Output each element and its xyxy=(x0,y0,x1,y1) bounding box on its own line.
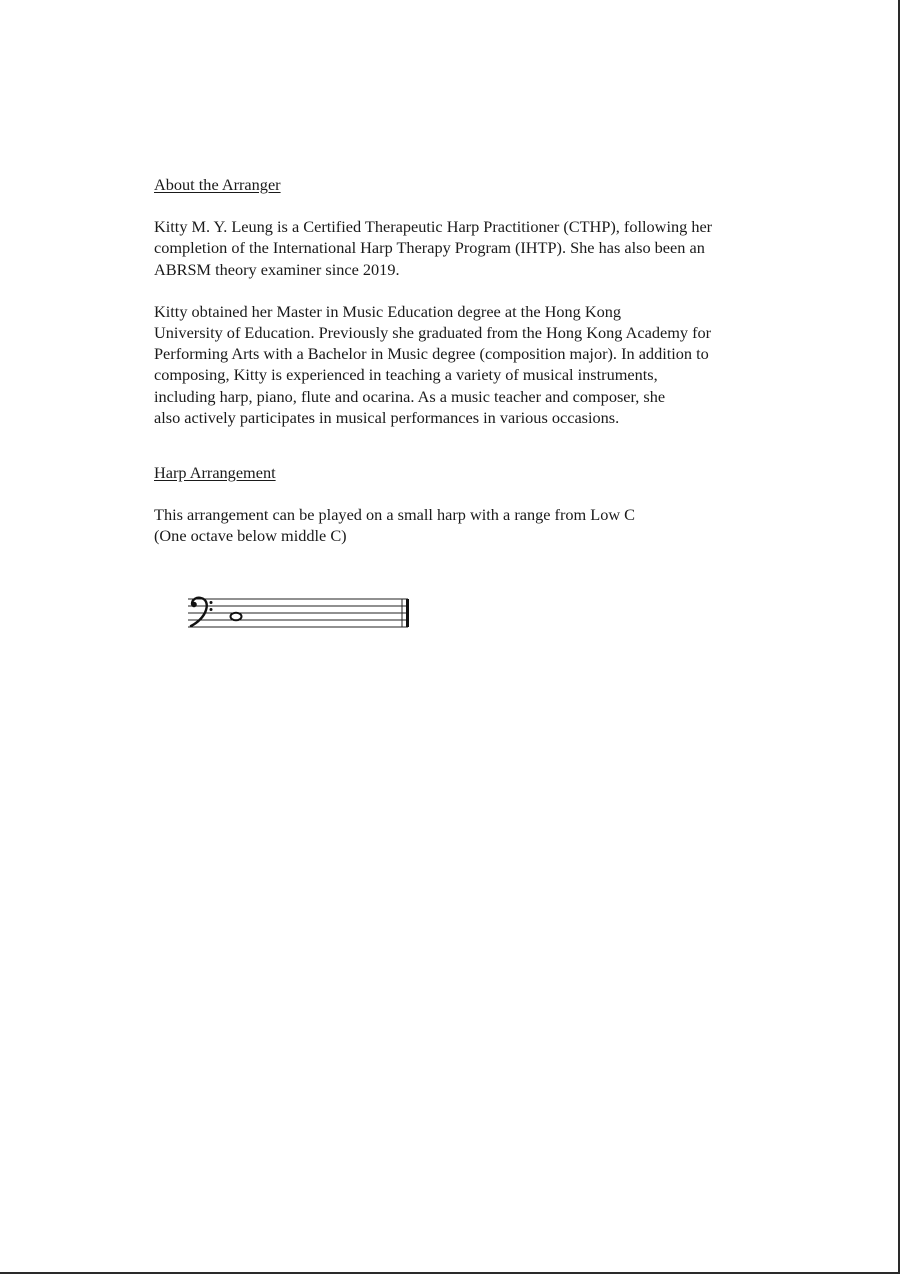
staff-notation xyxy=(186,590,416,636)
harp-range-paragraph: This arrangement can be played on a small harp with a range from Low C (One octave below middle C) xyxy=(154,505,636,546)
arranger-bio-paragraph-2: Kitty obtained her Master in Music Education degree at the Hong Kong University of Education. Previously she graduated from the Hong Kong Academy for Performing Arts with a Bachelor in Music degree (composition major). In addition to composing, Kitty is experienced in teaching a variety of musical instruments, including harp, piano, flute and ocarina. As a music teacher and composer, she also actively participates in musical performances in various occasions. xyxy=(154,301,712,427)
bass-clef-icon xyxy=(191,598,213,626)
harp-arrangement-heading: Harp Arrangement xyxy=(154,463,276,483)
range-staff xyxy=(186,590,416,636)
about-arranger-heading: About the Arranger xyxy=(154,175,281,194)
whole-note-low-c xyxy=(231,613,242,621)
staff-lines xyxy=(188,599,408,627)
document-body xyxy=(154,174,794,547)
arranger-bio-paragraph-1: Kitty M. Y. Leung is a Certified Therapeutic Harp Practitioner (CTHP), following her completion of the International Harp Therapy Program (IHTP). She has also been an ABRSM theory examiner since 2019. xyxy=(154,217,713,279)
